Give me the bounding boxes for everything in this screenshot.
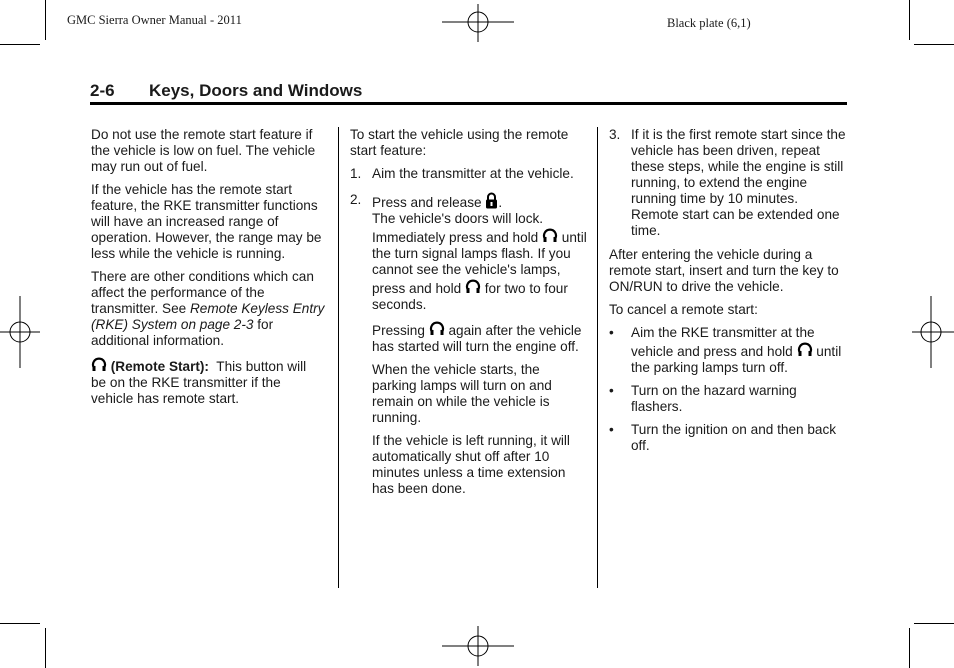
crop-mark bbox=[45, 628, 46, 668]
paragraph-cancel-intro: To cancel a remote start: bbox=[609, 302, 758, 317]
crop-mark bbox=[0, 623, 40, 624]
bullet-marker: • bbox=[609, 325, 614, 340]
column-divider bbox=[597, 127, 598, 588]
paragraph-range: If the vehicle has the remote start feature, the RKE transmitter functions will have an increased range of operation. However, the range may be less while the vehicle is running. bbox=[91, 182, 322, 261]
column-divider bbox=[338, 127, 339, 588]
section-title: Keys, Doors and Windows bbox=[149, 81, 363, 100]
step-2: 2. Press and release . The vehicle's doors will lock. Immediately press and hold until the turn signal lamps flash. If you cannot see the vehicle's lamps, press and hold for two to four seconds. Pressing again after the vehicle has started will turn the engine off. When the vehicle starts, the parking lamps will turn on and remain on while the vehicle is running. If the vehicle is left running, it will automatically shut off after 10 minutes unless a time extension has been done. bbox=[350, 192, 587, 496]
section-number: 2-6 bbox=[90, 81, 115, 100]
bullet-marker: • bbox=[609, 422, 614, 437]
paragraph-conditions: There are other conditions which can affect the performance of the transmitter. See Remote Keyless Entry (RKE) System on page 2-3 for additional information. bbox=[91, 269, 325, 348]
remote-start-icon bbox=[542, 227, 558, 244]
paragraph-intro: To start the vehicle using the remote start feature: bbox=[350, 127, 569, 158]
step-number: 1. bbox=[350, 166, 362, 181]
header-rule bbox=[90, 102, 847, 105]
bullet-item: • Turn on the hazard warning flashers. bbox=[609, 383, 797, 414]
crop-mark bbox=[45, 0, 46, 40]
step-number: 3. bbox=[609, 127, 621, 142]
remote-start-label: (Remote Start): bbox=[110, 359, 209, 374]
step-3: 3. If it is the first remote start since the vehicle has been driven, repeat these steps, while the engine is still running, to extend the engine running time by 10 minutes. Remote start can be extended one time. bbox=[609, 127, 846, 238]
bullet-item: • Aim the RKE transmitter at the vehicle and press and hold until the parking lamps turn off. bbox=[609, 325, 842, 375]
step-number: 2. bbox=[350, 192, 362, 207]
column-2 bbox=[350, 127, 588, 504]
crop-mark bbox=[909, 628, 910, 668]
crop-mark bbox=[914, 44, 954, 45]
registration-mark-left bbox=[0, 296, 42, 368]
crop-mark bbox=[914, 623, 954, 624]
step-2-shutoff-note: If the vehicle is left running, it will automatically shut off after 10 minutes unless a time extension has been done. bbox=[372, 433, 570, 496]
column-3 bbox=[609, 127, 847, 461]
crop-mark bbox=[0, 44, 40, 45]
manual-title: GMC Sierra Owner Manual - 2011 bbox=[67, 13, 242, 27]
paragraph-remote-start: (Remote Start): This button will be on the RKE transmitter if the vehicle has remote start. bbox=[91, 356, 325, 407]
lock-icon bbox=[485, 192, 498, 209]
bullet-marker: • bbox=[609, 383, 614, 398]
step-2-parking-lamps-note: When the vehicle starts, the parking lamps will turn on and remain on while the vehicle is running. bbox=[372, 362, 552, 425]
step-2-stop-note: Pressing again after the vehicle has started will turn the engine off. bbox=[372, 320, 588, 355]
paragraph-fuel-warning: Do not use the remote start feature if the vehicle is low on fuel. The vehicle may run out of fuel. bbox=[91, 127, 316, 174]
remote-start-icon bbox=[797, 341, 813, 358]
remote-start-icon bbox=[429, 320, 445, 337]
remote-start-icon bbox=[91, 356, 107, 373]
plate-label: Black plate (6,1) bbox=[667, 16, 751, 30]
registration-mark-bottom bbox=[442, 624, 514, 668]
cross-reference-link[interactable]: Remote Keyless Entry (RKE) System on page 2-3 bbox=[91, 301, 325, 332]
paragraph-after-entering: After entering the vehicle during a remote start, insert and turn the key to ON/RUN to drive the vehicle. bbox=[609, 247, 839, 294]
crop-mark bbox=[909, 0, 910, 40]
bullet-item: • Turn the ignition on and then back off. bbox=[609, 422, 837, 453]
registration-mark-right bbox=[910, 296, 954, 368]
step-1: 1. Aim the transmitter at the vehicle. bbox=[350, 166, 574, 181]
registration-mark-top bbox=[442, 0, 514, 44]
remote-start-icon bbox=[465, 278, 481, 295]
column-1 bbox=[91, 127, 325, 414]
